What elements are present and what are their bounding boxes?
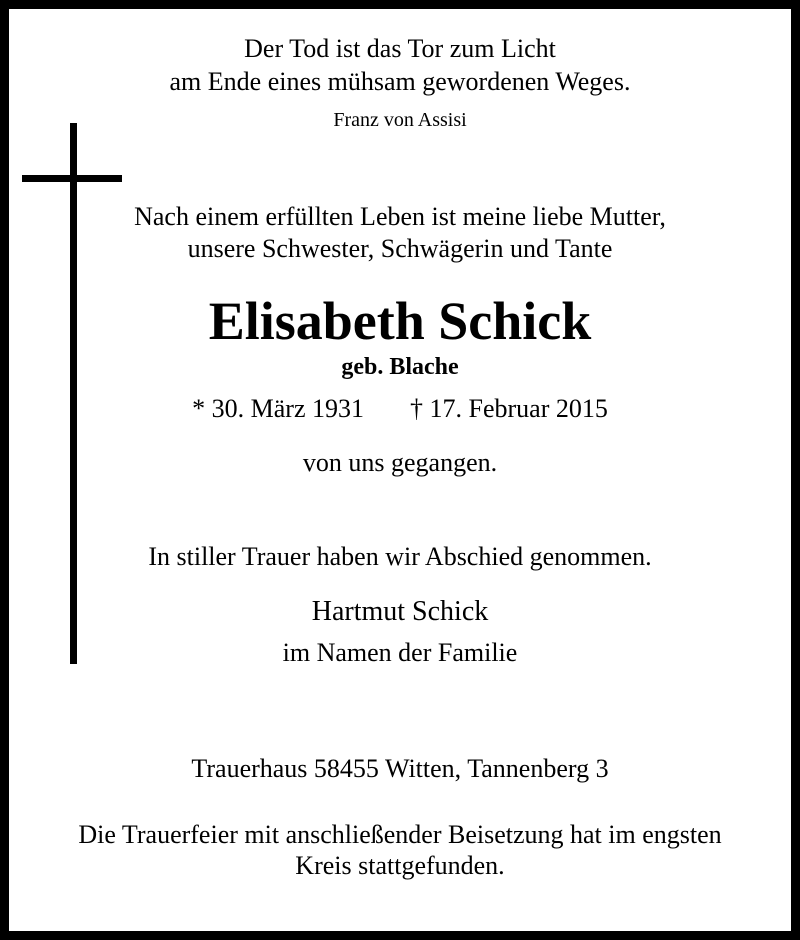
birth-date: * 30. März 1931 [192, 394, 364, 423]
deceased-name: Elisabeth Schick [208, 291, 592, 351]
signer-name: Hartmut Schick [311, 596, 489, 627]
mourning-house-address: Trauerhaus 58455 Witten, Tannenberg 3 [191, 754, 609, 783]
cross-icon-bar [22, 175, 122, 182]
intro-line-2: unsere Schwester, Schwägerin und Tante [187, 234, 613, 263]
quote-line-1: Der Tod ist das Tor zum Licht [244, 34, 556, 63]
quote-line-2: am Ende eines mühsam gewordenen Weges. [169, 67, 631, 96]
signer-note: im Namen der Familie [282, 638, 518, 667]
funeral-note-line-1: Die Trauerfeier mit anschließender Beisetzung hat im engsten [78, 820, 722, 849]
passing-text: von uns gegangen. [302, 448, 498, 477]
intro-line-1: Nach einem erfüllten Leben ist meine liebe Mutter, [134, 202, 666, 231]
life-dates [0, 394, 800, 424]
mourning-statement: In stiller Trauer haben wir Abschied genommen. [148, 542, 652, 571]
funeral-note-line-2: Kreis stattgefunden. [295, 851, 505, 880]
maiden-name: geb. Blache [341, 354, 459, 380]
death-date: † 17. Februar 2015 [410, 394, 608, 423]
quote-author: Franz von Assisi [333, 109, 467, 131]
